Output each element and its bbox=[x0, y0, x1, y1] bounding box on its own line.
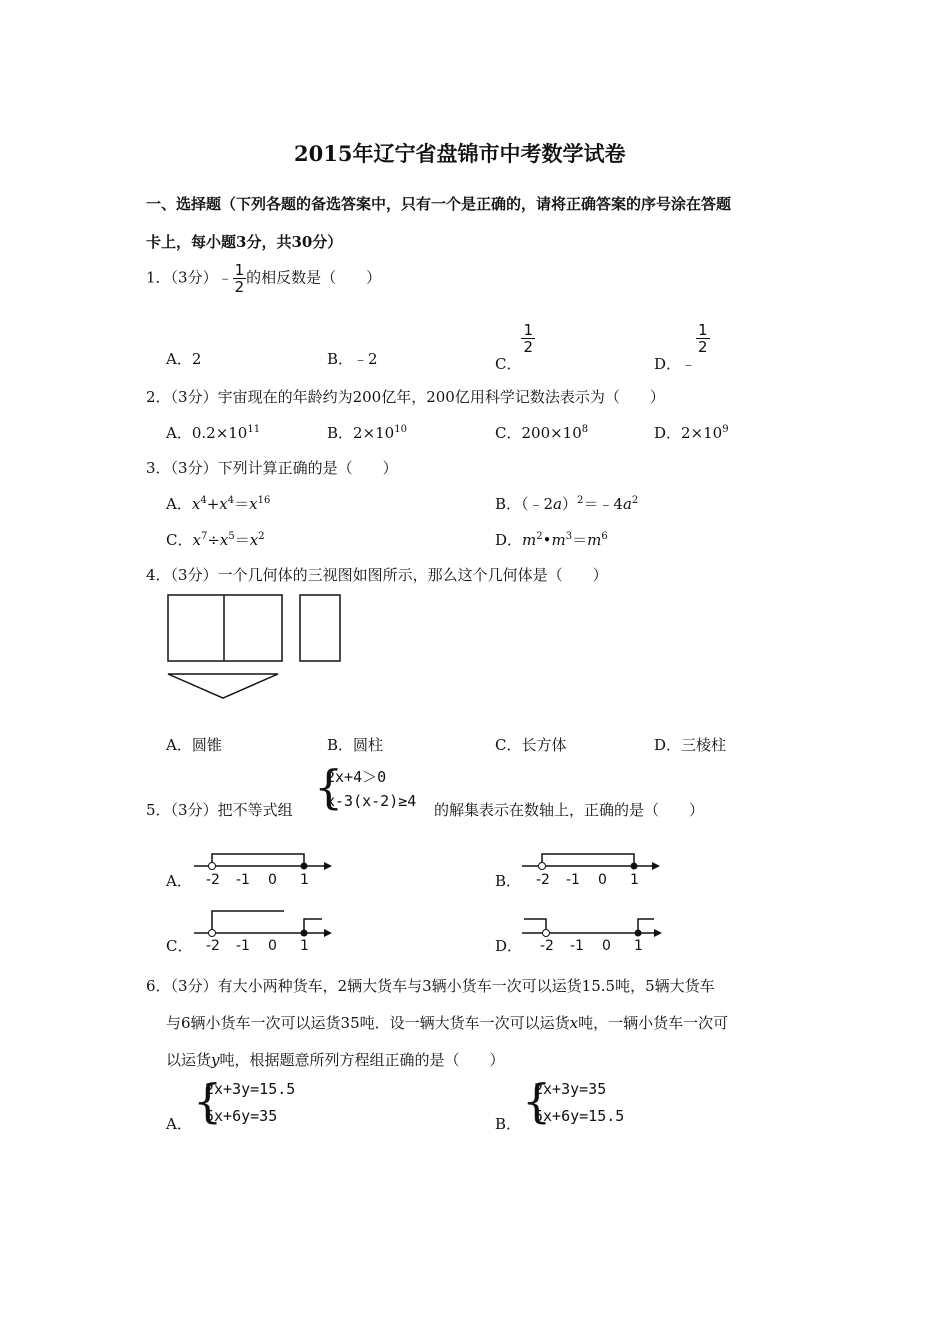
tick-label: -1 bbox=[566, 872, 580, 888]
q6-a-eq2: 5x+6y=35 bbox=[205, 1107, 278, 1125]
q1-fraction bbox=[233, 262, 247, 295]
option-exp: 9 bbox=[722, 424, 729, 435]
option-label: C． bbox=[495, 736, 522, 754]
q6-option-a[interactable]: A． bbox=[166, 1115, 192, 1133]
q3-option-b[interactable]: B．$(﹣2a)^2=﹣4a^2$ bbox=[495, 495, 639, 513]
question-2: 2．（3分）宇宙现在的年龄约为200亿年，200亿用科学记数法表示为（ ） bbox=[146, 388, 665, 406]
q6-b-eq1: 2x+3y=35 bbox=[534, 1080, 607, 1098]
section-header-line2: 卡上，每小题3分，共30分） bbox=[146, 233, 343, 251]
closed-point bbox=[635, 930, 642, 937]
tick-label: -1 bbox=[236, 872, 250, 888]
q2-option-c[interactable] bbox=[495, 422, 588, 443]
tick-label: 1 bbox=[300, 872, 309, 888]
option-base: 200×10 bbox=[521, 424, 582, 442]
open-point bbox=[209, 930, 216, 937]
q6-a-eq1: 2x+3y=15.5 bbox=[205, 1080, 296, 1098]
q6-system-a bbox=[193, 1074, 323, 1130]
open-point bbox=[543, 930, 550, 937]
q6-var-y: y bbox=[211, 1051, 220, 1069]
tick-label: 0 bbox=[598, 872, 607, 888]
q3-option-d[interactable]: D．$m^2•m^3=m^6$ bbox=[495, 531, 608, 549]
q1-option-b[interactable] bbox=[327, 348, 378, 369]
option-text: 三棱柱 bbox=[681, 736, 727, 754]
q3-option-a[interactable]: A．$x^4+x^4=x^{16}$ bbox=[166, 495, 271, 513]
tick-label: -1 bbox=[570, 938, 584, 952]
option-neg: ﹣ bbox=[681, 354, 697, 373]
option-label: B． bbox=[327, 350, 354, 368]
option-label: D． bbox=[654, 424, 682, 442]
tick-label: -1 bbox=[236, 938, 250, 952]
q1-option-a[interactable] bbox=[166, 348, 201, 369]
option-exp: 10 bbox=[394, 424, 407, 435]
three-view-diagram bbox=[160, 590, 350, 705]
option-label: D． bbox=[654, 354, 682, 373]
tick-label: -2 bbox=[540, 938, 554, 952]
tick-label: -2 bbox=[536, 872, 550, 888]
q5-ineq-2: x-3(x-2)≥4 bbox=[326, 792, 417, 810]
q1-option-d[interactable] bbox=[654, 321, 710, 373]
brace-icon: { bbox=[522, 1074, 552, 1128]
frac-den: 2 bbox=[698, 338, 708, 356]
option-label: C． bbox=[166, 531, 193, 549]
option-label: D． bbox=[495, 531, 523, 549]
front-view bbox=[168, 595, 282, 661]
closed-point bbox=[301, 863, 308, 870]
q2-option-a[interactable] bbox=[166, 422, 260, 443]
q5-option-a[interactable]: A． bbox=[166, 872, 192, 890]
closed-point bbox=[631, 863, 638, 870]
top-view-triangle bbox=[168, 674, 278, 698]
q6-text: 吨，一辆小货车一次可 bbox=[578, 1014, 729, 1032]
q4-option-a[interactable] bbox=[166, 734, 222, 755]
question-1 bbox=[146, 262, 381, 295]
tick-label: 1 bbox=[634, 938, 643, 952]
option-label: B． bbox=[327, 424, 354, 442]
side-view bbox=[300, 595, 340, 661]
option-text: 长方体 bbox=[521, 736, 567, 754]
q3-option-c[interactable]: C．$x^7\div x^5=x^2$ bbox=[166, 531, 265, 549]
tick-label: 0 bbox=[268, 938, 277, 952]
solution-bracket-left bbox=[212, 911, 284, 933]
q6-text: 吨，根据题意所列方程组正确的是（ ） bbox=[219, 1051, 505, 1069]
q1-suffix: 的相反数是（ ） bbox=[246, 268, 382, 287]
option-label: A． bbox=[166, 495, 192, 513]
frac-num: 1 bbox=[698, 321, 708, 339]
option-label: C． bbox=[495, 354, 522, 373]
q4-option-b[interactable] bbox=[327, 734, 383, 755]
q5-option-c[interactable]: C． bbox=[166, 937, 193, 955]
option-text: 圆锥 bbox=[191, 736, 222, 754]
option-label: A． bbox=[166, 424, 192, 442]
q1-d-fraction bbox=[696, 322, 710, 355]
q5-option-d[interactable]: D． bbox=[495, 937, 523, 955]
q5-inequality-system bbox=[314, 760, 434, 816]
q5-option-b[interactable]: B． bbox=[495, 872, 522, 890]
option-label: C． bbox=[495, 424, 522, 442]
tick-label: 0 bbox=[602, 938, 611, 952]
q5-suffix: 的解集表示在数轴上，正确的是（ ） bbox=[434, 801, 705, 819]
q1-frac-num: 1 bbox=[234, 261, 245, 279]
option-base: 2×10 bbox=[353, 424, 395, 442]
option-text: ﹣2 bbox=[353, 350, 378, 368]
q1-c-fraction bbox=[521, 322, 535, 355]
tick-label: -2 bbox=[206, 872, 220, 888]
frac-den: 2 bbox=[523, 338, 534, 356]
page-title: 2015年辽宁省盘锦市中考数学试卷 bbox=[294, 141, 626, 166]
option-label: B． bbox=[495, 495, 522, 513]
tick-label: 1 bbox=[630, 872, 639, 888]
q2-option-b[interactable] bbox=[327, 422, 407, 443]
q6-system-b bbox=[522, 1074, 652, 1130]
q6-option-b[interactable]: B． bbox=[495, 1115, 522, 1133]
closed-point bbox=[301, 930, 308, 937]
q5-prefix: 5．（3分）把不等式组 bbox=[146, 801, 293, 819]
q4-option-d[interactable] bbox=[654, 734, 726, 755]
q5-numberline-b bbox=[520, 848, 660, 890]
section-header-line1: 一、选择题（下列各题的备选答案中，只有一个是正确的，请将正确答案的序号涂在答题 bbox=[146, 195, 732, 213]
q5-ineq-1: 2x+4＞0 bbox=[326, 768, 387, 786]
q5-numberline-a bbox=[192, 848, 332, 890]
option-label: D． bbox=[654, 736, 682, 754]
q5-numberline-c bbox=[192, 906, 332, 952]
question-6-line2 bbox=[166, 1012, 728, 1033]
option-base: 2×10 bbox=[681, 424, 723, 442]
q1-frac-den: 2 bbox=[234, 278, 245, 296]
option-text: 2 bbox=[191, 350, 202, 368]
question-6-line1: 6．（3分）有大小两种货车，2辆大货车与3辆小货车一次可以运货15.5吨，5辆大货车 bbox=[146, 977, 715, 995]
option-label: A． bbox=[166, 736, 192, 754]
open-point bbox=[209, 863, 216, 870]
option-label: B． bbox=[327, 736, 354, 754]
question-4: 4．（3分）一个几何体的三视图如图所示，那么这个几何体是（ ） bbox=[146, 566, 608, 584]
option-base: 0.2×10 bbox=[191, 424, 248, 442]
q6-var-x: x bbox=[569, 1014, 579, 1032]
q1-neg: ﹣ bbox=[217, 268, 233, 287]
q1-option-c[interactable] bbox=[495, 321, 535, 373]
option-text: 圆柱 bbox=[353, 736, 384, 754]
q5-numberline-d bbox=[520, 906, 662, 952]
q6-text: 与6辆小货车一次可以运货35吨．设一辆大货车一次可以运货 bbox=[166, 1014, 570, 1032]
q2-option-d[interactable] bbox=[654, 422, 729, 443]
option-exp: 11 bbox=[247, 424, 261, 435]
question-6-line3 bbox=[166, 1049, 505, 1070]
q4-option-c[interactable] bbox=[495, 734, 567, 755]
q6-text: 以运货 bbox=[166, 1051, 212, 1069]
frac-num: 1 bbox=[523, 321, 534, 339]
brace-icon: { bbox=[314, 760, 344, 814]
q6-b-eq2: 5x+6y=15.5 bbox=[534, 1107, 625, 1125]
tick-label: 0 bbox=[268, 872, 277, 888]
brace-icon: { bbox=[193, 1074, 223, 1128]
open-point bbox=[539, 863, 546, 870]
option-exp: 8 bbox=[581, 424, 589, 435]
tick-label: 1 bbox=[300, 938, 309, 952]
option-label: A． bbox=[166, 350, 192, 368]
solution-bracket bbox=[542, 854, 634, 866]
question-3: 3．（3分）下列计算正确的是（ ） bbox=[146, 459, 398, 477]
solution-bracket bbox=[212, 854, 304, 866]
tick-label: -2 bbox=[206, 938, 220, 952]
q1-prefix: 1．（3分） bbox=[146, 268, 218, 287]
